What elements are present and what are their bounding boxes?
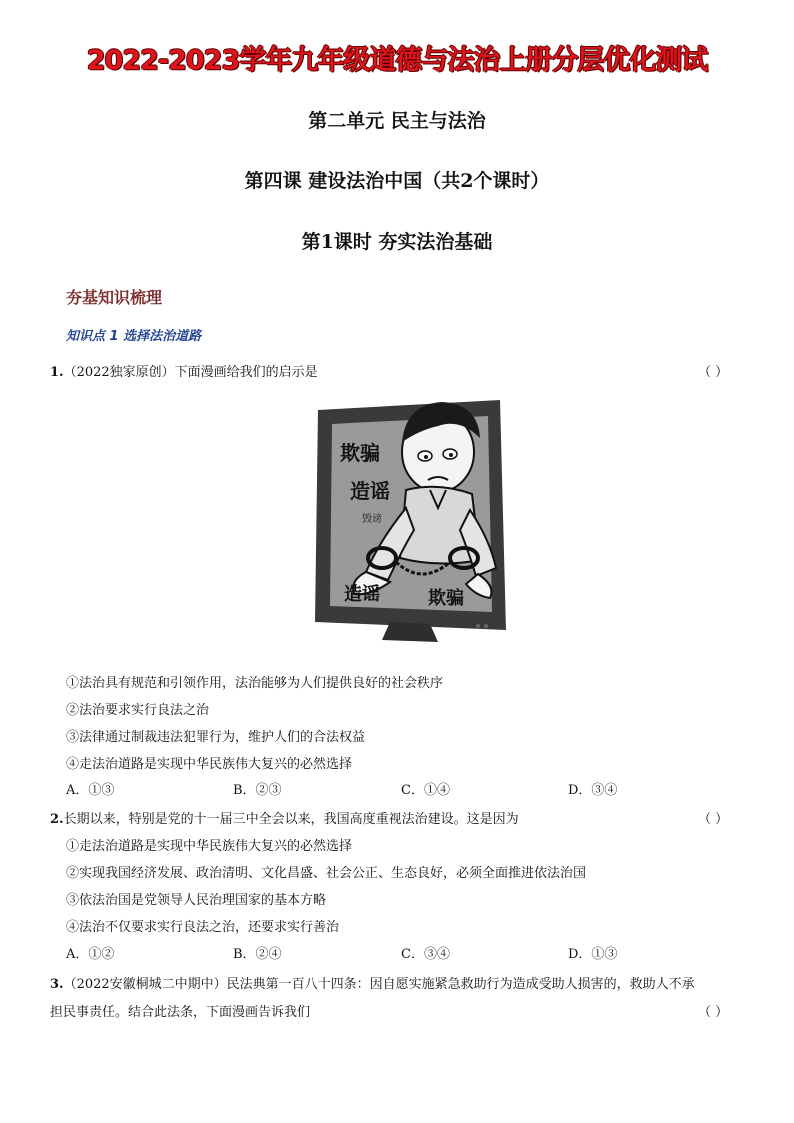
cartoon-word-2: 造谣 bbox=[350, 479, 390, 503]
question-3-stem bbox=[50, 973, 695, 992]
cartoon-word-4: 造谣 bbox=[344, 584, 380, 605]
question-2-option-b: B．②④ bbox=[233, 947, 282, 962]
question-1-statement: ④走法治道路是实现中华民族伟大复兴的必然选择 bbox=[66, 757, 353, 772]
question-2-statement: ①走法治道路是实现中华民族伟大复兴的必然选择 bbox=[66, 839, 353, 854]
lesson-heading: 第四课 建设法治中国（共2个课时） bbox=[244, 170, 550, 192]
question-2-answer-blank: （ ） bbox=[698, 812, 729, 827]
question-1-number: 1. bbox=[50, 365, 64, 380]
question-2-statement: ③依法治国是党领导人民治理国家的基本方略 bbox=[66, 893, 327, 908]
question-2-statement: ②实现我国经济发展、政治清明、文化昌盛、社会公正、生态良好，必须全面推进依法治国 bbox=[66, 866, 587, 881]
question-3-number: 3. bbox=[50, 977, 64, 992]
question-1-option-a: A．①③ bbox=[66, 783, 115, 798]
knowledge-point-label: 知识点 1 选择法治道路 bbox=[66, 329, 202, 344]
cartoon-word-1: 欺骗 bbox=[340, 441, 380, 465]
question-2-text: 长期以来，特别是党的十一届三中全会以来，我国高度重视法治建设。这是因为 bbox=[63, 812, 519, 827]
question-2-number: 2. bbox=[50, 812, 64, 827]
question-1-answer-blank: （ ） bbox=[698, 365, 729, 380]
question-1-statement: ①法治具有规范和引领作用，法治能够为人们提供良好的社会秩序 bbox=[66, 676, 444, 691]
question-2-option-d: D．①③ bbox=[568, 947, 618, 962]
question-3-text: （2022安徽桐城二中期中）民法典第一百八十四条：因自愿实施紧急救助行为造成受助人损害的，救助人不承 bbox=[63, 977, 695, 992]
document-banner-title: 2022-2023学年九年级道德与法治上册分层优化测试 bbox=[86, 45, 708, 76]
cartoon-word-3: 毁谤 bbox=[362, 514, 382, 525]
question-1-statement: ②法治要求实行良法之治 bbox=[66, 703, 210, 718]
question-2-statement: ④法治不仅要求实行良法之治，还要求实行善治 bbox=[66, 920, 340, 935]
question-2-option-c: C．③④ bbox=[401, 947, 450, 962]
monitor-stand bbox=[382, 622, 438, 642]
unit-heading: 第二单元 民主与法治 bbox=[308, 110, 486, 132]
question-2-stem bbox=[50, 808, 519, 827]
question-3-answer-blank: （ ） bbox=[698, 1005, 729, 1020]
cartoon-word-5: 欺骗 bbox=[428, 588, 464, 609]
question-1-option-d: D．③④ bbox=[568, 783, 618, 798]
question-2-option-a: A．①② bbox=[66, 947, 115, 962]
question-1-statement: ③法律通过制裁违法犯罪行为，维护人们的合法权益 bbox=[66, 730, 366, 745]
question-1-option-c: C．①④ bbox=[401, 783, 450, 798]
cartoon-image bbox=[310, 390, 510, 645]
period-heading: 第1课时 夯实法治基础 bbox=[301, 231, 493, 253]
question-3-text-continued: 担民事责任。结合此法条，下面漫画告诉我们 bbox=[50, 1005, 311, 1020]
question-1-text: （2022独家原创）下面漫画给我们的启示是 bbox=[63, 365, 318, 380]
section-title: 夯基知识梳理 bbox=[66, 288, 163, 307]
question-1-stem bbox=[50, 361, 318, 380]
question-1-option-b: B．②③ bbox=[233, 783, 282, 798]
